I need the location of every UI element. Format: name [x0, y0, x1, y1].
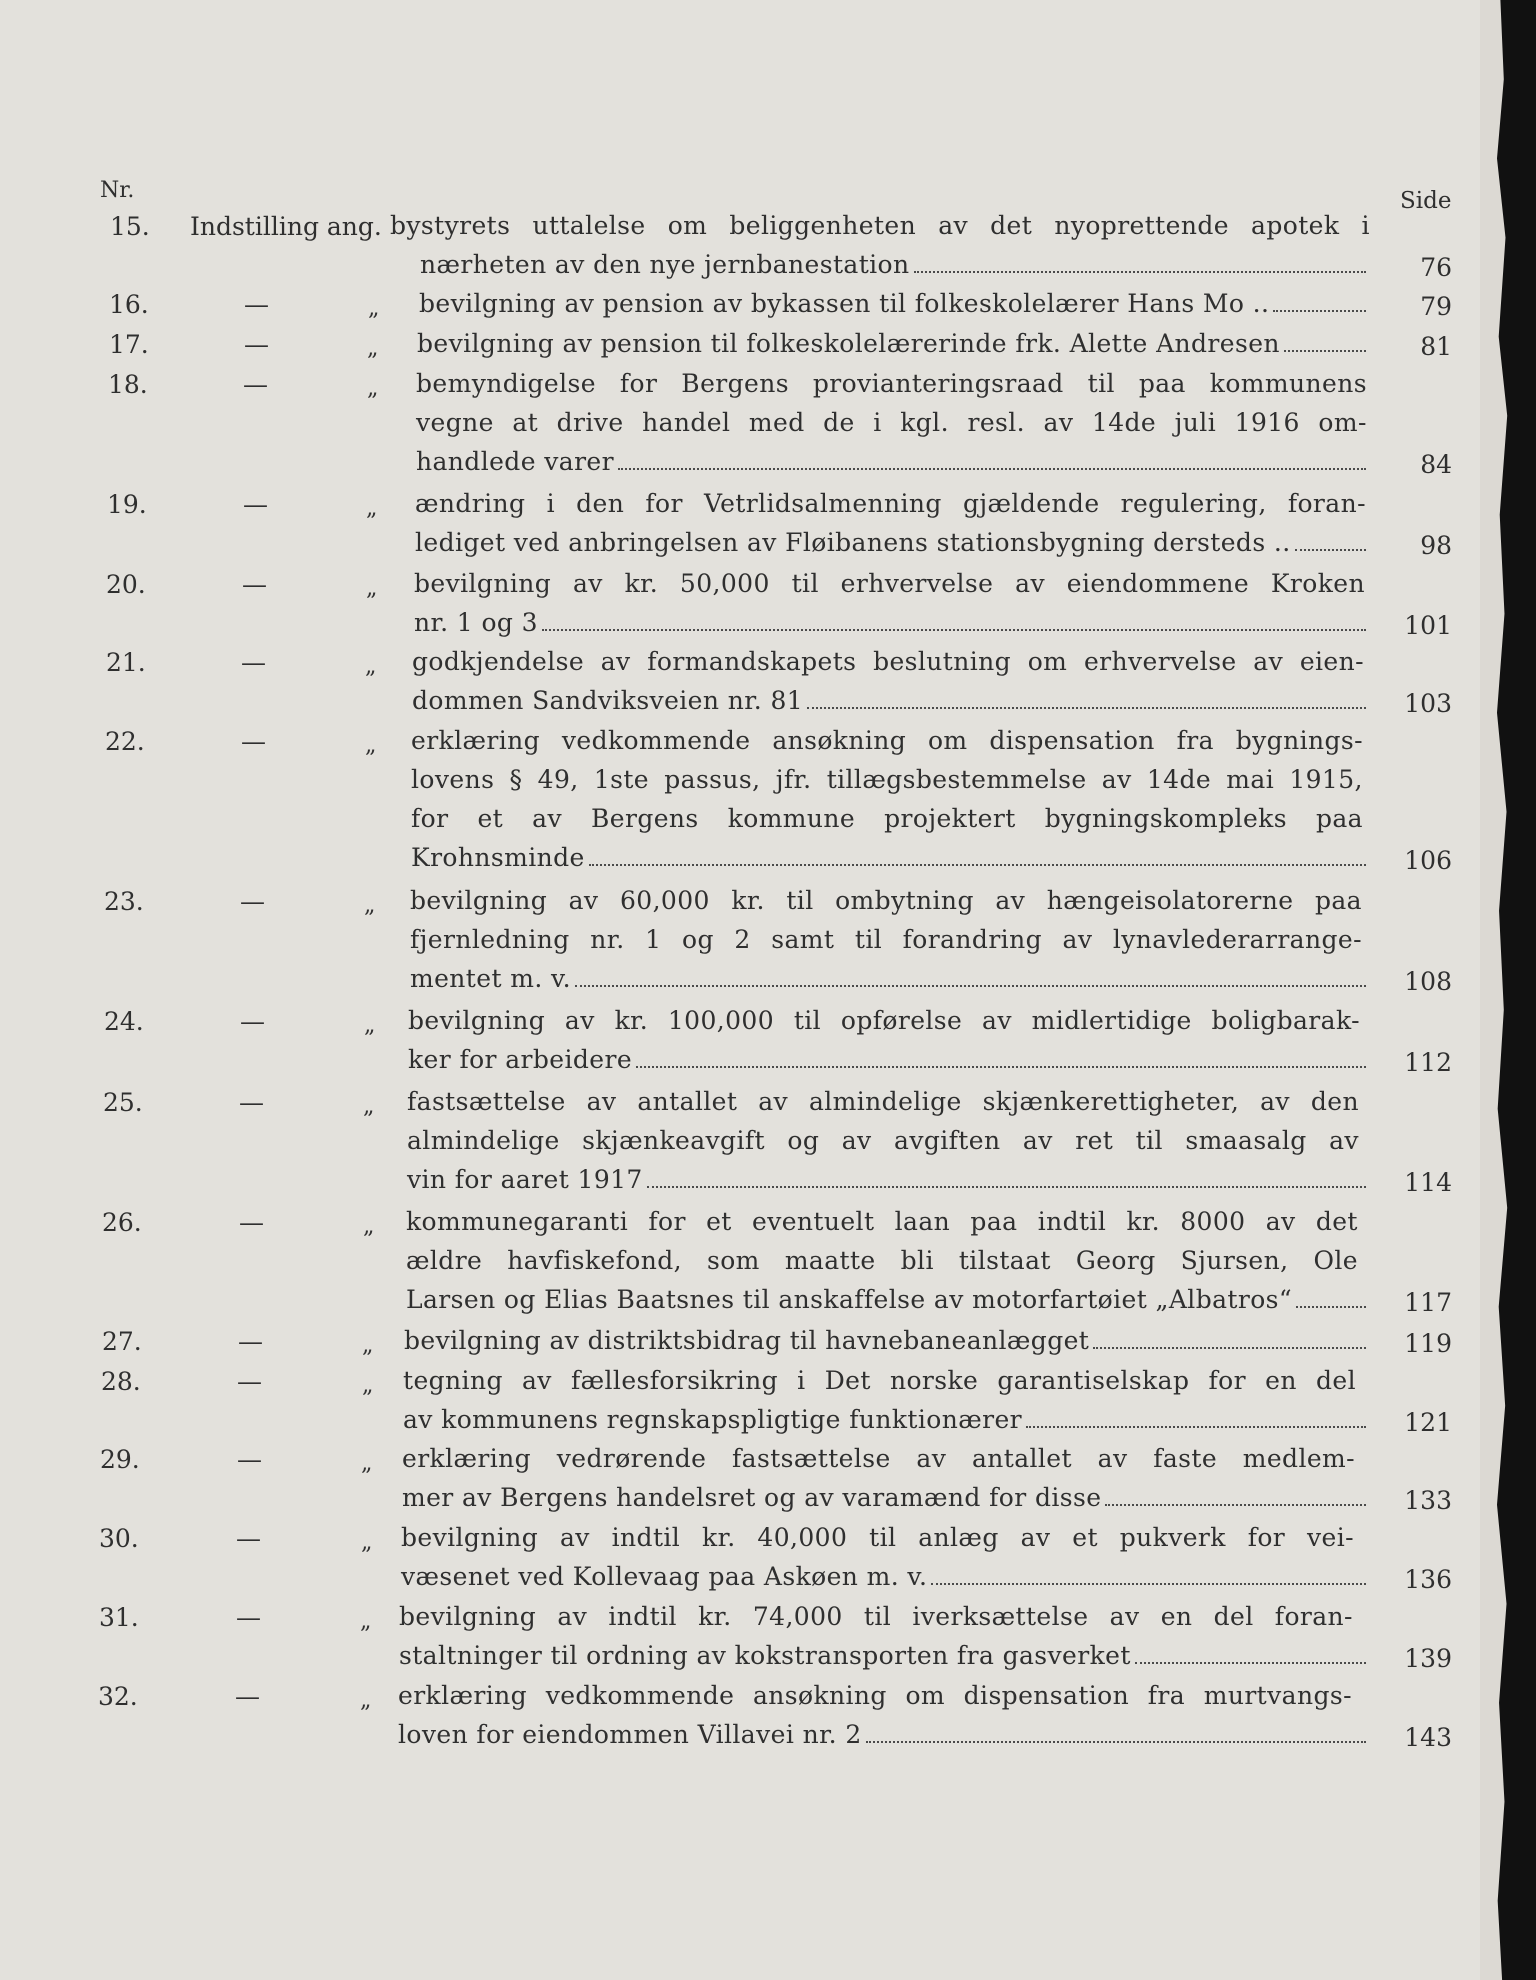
entry-text-line — [416, 364, 1367, 404]
entry-text-line — [403, 1361, 1356, 1401]
entry-number: 23. — [104, 887, 144, 916]
entry-text: bevilgning av kr. 100,000 til opførelse av midlertidige boligbarak- — [408, 1006, 1360, 1035]
dot-leader — [542, 628, 1366, 631]
entry-text: ker for arbeidere — [408, 1045, 633, 1074]
ditto-quote: „ — [366, 496, 378, 521]
entry-text: vegne at drive handel med de i kgl. resl. av 14de juli 1916 om- — [416, 408, 1367, 437]
entry-text: av kommunens regnskapspligtige funktionærer — [403, 1405, 1023, 1434]
entry-text-line — [416, 403, 1367, 443]
dot-leader — [1273, 309, 1366, 312]
entry-text: bevilgning av pension til folkeskolelærerinde frk. Alette Andresen — [417, 329, 1280, 358]
dot-leader — [589, 863, 1366, 866]
entry-page-number: 106 — [1404, 846, 1452, 875]
entry-text-line — [407, 1082, 1359, 1122]
column-header-side: Side — [1400, 188, 1452, 214]
ditto-dash: — — [236, 1603, 261, 1632]
ditto-dash: — — [243, 490, 268, 519]
entry-text-final-line — [415, 523, 1372, 563]
ditto-quote: „ — [360, 1609, 372, 1634]
entry-text-final-line — [419, 284, 1372, 324]
ditto-quote: „ — [362, 1373, 374, 1398]
entry-page-number: 112 — [1404, 1048, 1452, 1077]
entry-text: lediget ved anbringelsen av Fløibanens stationsbygning dersteds .. — [415, 528, 1291, 557]
entry-text: almindelige skjænkeavgift og av avgiften av ret til smaasalg av — [407, 1126, 1359, 1155]
ditto-quote: „ — [366, 576, 378, 601]
entry-text-line — [402, 1439, 1355, 1479]
entry-page-number: 79 — [1420, 292, 1452, 321]
ditto-quote: „ — [361, 1451, 373, 1476]
ditto-quote: „ — [365, 654, 377, 679]
entry-text-line — [407, 1121, 1359, 1161]
entry-text: bevilgning av pension av bykassen til folkeskolelærer Hans Mo .. — [419, 289, 1270, 318]
ditto-dash: — — [241, 727, 266, 756]
entry-text: ældre havfiskefond, som maatte bli tilstaat Georg Sjursen, Ole — [406, 1246, 1358, 1275]
dot-leader — [1093, 1346, 1366, 1349]
dot-leader — [1026, 1425, 1366, 1428]
entry-page-number: 136 — [1404, 1565, 1452, 1594]
entry-text-final-line — [398, 1715, 1372, 1755]
ditto-dash: — — [241, 648, 266, 677]
entry-text-final-line — [414, 603, 1372, 643]
entry-page-number: 133 — [1404, 1486, 1452, 1515]
dot-leader — [575, 984, 1366, 987]
dot-leader — [647, 1185, 1366, 1188]
entry-text-line — [408, 1001, 1360, 1041]
entry-text: staltninger til ordning av kokstransporten fra gasverket — [399, 1641, 1131, 1670]
ditto-quote: „ — [361, 1530, 373, 1555]
entry-text: væsenet ved Kollevaag paa Askøen m. v. — [401, 1562, 928, 1591]
ditto-quote: „ — [363, 1214, 375, 1239]
entry-text-line — [415, 484, 1366, 524]
dot-leader — [807, 706, 1366, 709]
entry-text: nr. 1 og 3 — [414, 608, 538, 637]
entry-text-final-line — [399, 1636, 1372, 1676]
entry-page-number: 114 — [1404, 1168, 1452, 1197]
dot-leader — [636, 1065, 1366, 1068]
entry-number: 15. — [110, 212, 150, 241]
entry-text-line — [410, 920, 1362, 960]
ditto-quote: „ — [364, 893, 376, 918]
ditto-quote: „ — [362, 1333, 374, 1358]
entry-text: handlede varer — [416, 447, 614, 476]
entry-text: dommen Sandviksveien nr. 81 — [412, 686, 804, 715]
dot-leader — [1296, 1305, 1366, 1308]
entry-text-final-line — [417, 324, 1372, 364]
entry-text-final-line — [402, 1478, 1372, 1518]
entry-text: godkjendelse av formandskapets beslutning om erhvervelse av eien- — [412, 647, 1364, 676]
entry-text: mer av Bergens handelsret og av varamænd for disse — [402, 1483, 1102, 1512]
dot-leader — [914, 270, 1366, 273]
ditto-dash: — — [235, 1682, 260, 1711]
ditto-dash: — — [239, 1208, 264, 1237]
entry-text: erklæring vedkommende ansøkning om dispensation fra bygnings- — [411, 726, 1363, 755]
entry-number: 27. — [102, 1327, 142, 1356]
entry-text: bevilgning av distriktsbidrag til havnebaneanlægget — [404, 1326, 1090, 1355]
entry-text-final-line — [406, 1280, 1372, 1320]
entry-text-final-line — [408, 1040, 1372, 1080]
entry-number: 29. — [100, 1445, 140, 1474]
entry-number: 32. — [98, 1682, 138, 1711]
entry-text-line — [411, 799, 1363, 839]
ditto-dash: — — [237, 1367, 262, 1396]
entry-text: bystyrets uttalelse om beliggenheten av det nyoprettende apotek i — [390, 211, 1370, 240]
entry-number: 22. — [105, 727, 145, 756]
entry-page-number: 117 — [1404, 1288, 1452, 1317]
entry-page-number: 76 — [1420, 253, 1452, 282]
entry-number: 20. — [106, 570, 146, 599]
entry-lead-text: Indstilling ang. — [190, 212, 382, 241]
entry-text-final-line — [420, 245, 1372, 285]
entry-text-line — [401, 1518, 1354, 1558]
ditto-dash: — — [240, 1007, 265, 1036]
entry-text: lovens § 49, 1ste passus, jfr. tillægsbestemmelse av 14de mai 1915, — [411, 765, 1363, 794]
dot-leader — [1295, 548, 1366, 551]
entry-number: 24. — [104, 1007, 144, 1036]
entry-text: tegning av fællesforsikring i Det norske garantiselskap for en del — [403, 1366, 1356, 1395]
column-header-nr: Nr. — [100, 178, 135, 203]
ditto-dash: — — [244, 330, 269, 359]
entry-text-final-line — [411, 838, 1372, 878]
entry-text-final-line — [401, 1557, 1372, 1597]
entry-text: ændring i den for Vetrlidsalmenning gjældende regulering, foran- — [415, 489, 1366, 518]
entry-page-number: 84 — [1420, 450, 1452, 479]
ditto-quote: „ — [365, 733, 377, 758]
entry-number: 16. — [109, 290, 149, 319]
entry-text-final-line — [403, 1400, 1372, 1440]
entry-text: bevilgning av kr. 50,000 til erhvervelse av eiendommene Kroken — [414, 569, 1365, 598]
entry-text: for et av Bergens kommune projektert bygningskompleks paa — [411, 804, 1363, 833]
entry-text-final-line — [412, 681, 1372, 721]
entry-number: 26. — [102, 1208, 142, 1237]
entry-text-final-line — [416, 442, 1372, 482]
ditto-dash: — — [243, 370, 268, 399]
entry-text: bemyndigelse for Bergens provianteringsraad til paa kommunens — [416, 369, 1367, 398]
entry-page-number: 81 — [1420, 332, 1452, 361]
entry-text: vin for aaret 1917 — [407, 1165, 643, 1194]
entry-text-line — [406, 1241, 1358, 1281]
entry-number: 31. — [99, 1603, 139, 1632]
entry-text: bevilgning av indtil kr. 40,000 til anlæg av et pukverk for vei- — [401, 1523, 1354, 1552]
entry-text-line — [398, 1676, 1352, 1716]
entry-page-number: 103 — [1404, 689, 1452, 718]
entry-page-number: 101 — [1404, 611, 1452, 640]
entry-text: nærheten av den nye jernbanestation — [420, 250, 910, 279]
entry-text: mentet m. v. — [410, 964, 571, 993]
entry-page-number: 119 — [1404, 1329, 1452, 1358]
entry-text-final-line — [407, 1160, 1372, 1200]
entry-text: fastsættelse av antallet av almindelige skjænkerettigheter, av den — [407, 1087, 1359, 1116]
ditto-quote: „ — [363, 1094, 375, 1119]
entry-number: 25. — [103, 1088, 143, 1117]
dot-leader — [1135, 1661, 1366, 1664]
entry-page-number: 143 — [1404, 1723, 1452, 1752]
entry-number: 30. — [99, 1524, 139, 1553]
ditto-quote: „ — [364, 1013, 376, 1038]
dot-leader — [866, 1740, 1366, 1743]
ditto-quote: „ — [367, 336, 379, 361]
entry-text-line — [399, 1597, 1353, 1637]
entry-text: loven for eiendommen Villavei nr. 2 — [398, 1720, 862, 1749]
entry-text-final-line — [404, 1321, 1372, 1361]
entry-text-line — [411, 721, 1363, 761]
ditto-dash: — — [244, 290, 269, 319]
entry-text-final-line — [410, 959, 1372, 999]
entry-text: fjernledning nr. 1 og 2 samt til forandring av lynavlederarrange- — [410, 925, 1362, 954]
entry-text-line — [390, 206, 1370, 246]
entry-text: Larsen og Elias Baatsnes til anskaffelse av motorfartøiet „Albatros“ — [406, 1285, 1293, 1314]
entry-number: 17. — [109, 330, 149, 359]
ditto-dash: — — [239, 1088, 264, 1117]
entry-number: 21. — [106, 648, 146, 677]
entry-text: Krohnsminde — [411, 843, 585, 872]
entry-number: 19. — [107, 490, 147, 519]
dot-leader — [931, 1582, 1366, 1585]
entry-text-line — [410, 881, 1362, 921]
ditto-dash: — — [236, 1524, 261, 1553]
entry-text: bevilgning av 60,000 kr. til ombytning av hængeisolatorerne paa — [410, 886, 1362, 915]
entry-text: kommunegaranti for et eventuelt laan paa indtil kr. 8000 av det — [406, 1207, 1358, 1236]
entry-number: 18. — [108, 370, 148, 399]
dot-leader — [1105, 1503, 1366, 1506]
entry-text-line — [406, 1202, 1358, 1242]
entry-number: 28. — [101, 1367, 141, 1396]
ditto-dash: — — [242, 570, 267, 599]
ditto-dash: — — [240, 887, 265, 916]
dot-leader — [618, 467, 1366, 470]
entry-text: erklæring vedrørende fastsættelse av antallet av faste medlem- — [402, 1444, 1355, 1473]
ditto-dash: — — [237, 1445, 262, 1474]
entry-text: erklæring vedkommende ansøkning om dispensation fra murtvangs- — [398, 1681, 1352, 1710]
entry-page-number: 139 — [1404, 1644, 1452, 1673]
ditto-dash: — — [238, 1327, 263, 1356]
entry-text: bevilgning av indtil kr. 74,000 til iverksættelse av en del foran- — [399, 1602, 1353, 1631]
dot-leader — [1284, 349, 1366, 352]
entry-page-number: 98 — [1420, 531, 1452, 560]
entry-text-line — [412, 642, 1364, 682]
entry-text-line — [411, 760, 1363, 800]
ditto-quote: „ — [367, 376, 379, 401]
ditto-quote: „ — [368, 296, 380, 321]
entry-page-number: 121 — [1404, 1408, 1452, 1437]
ditto-quote: „ — [360, 1688, 372, 1713]
entry-page-number: 108 — [1404, 967, 1452, 996]
entry-text-line — [414, 564, 1365, 604]
